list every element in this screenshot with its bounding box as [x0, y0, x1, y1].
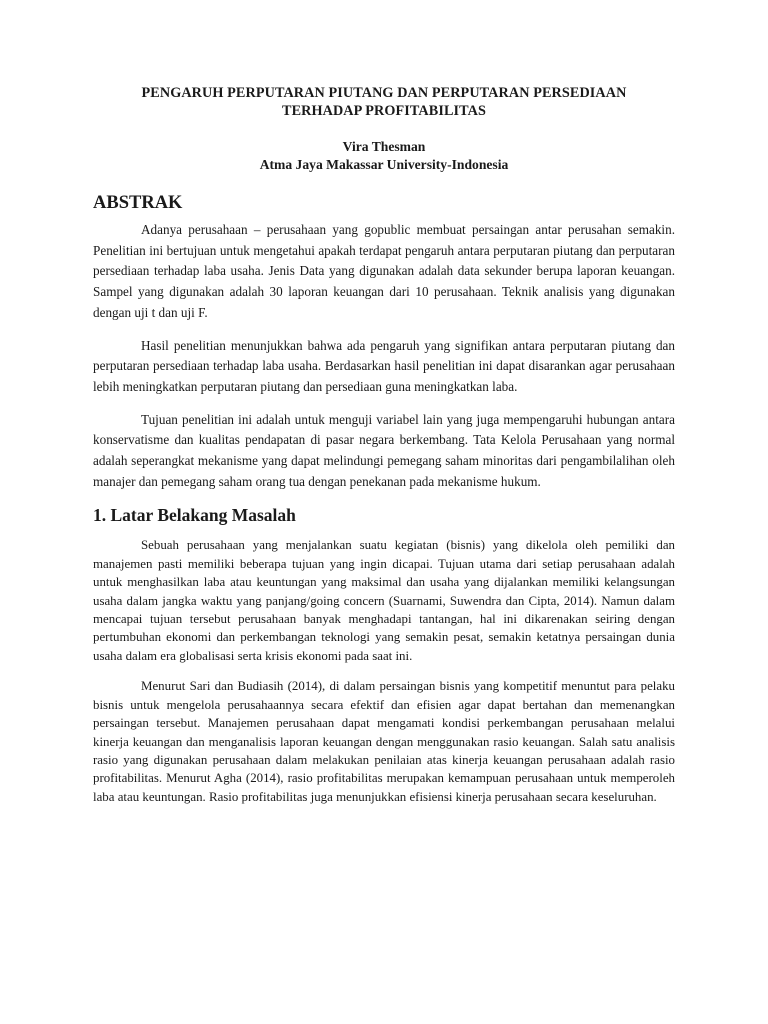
author-block	[93, 138, 675, 174]
paper-title-line-2: TERHADAP PROFITABILITAS	[282, 103, 486, 119]
paper-title-line-1: PENGARUH PERPUTARAN PIUTANG DAN PERPUTARAN PERSEDIAAN	[141, 85, 627, 101]
paper-title	[93, 84, 675, 120]
abstract-paragraph: Hasil penelitian menunjukkan bahwa ada pengaruh yang signifikan antara perputaran piutang dan perputaran persediaan terhadap laba usaha. Berdasarkan hasil penelitian ini dapat disarankan agar perusahaan lebih meningkatkan perputaran piutang dan persediaan guna meningkatkan laba.	[93, 337, 675, 394]
section-heading: 1. Latar Belakang Masalah	[93, 505, 296, 526]
author-name: Vira Thesman	[342, 139, 426, 154]
abstract-paragraph: Adanya perusahaan – perusahaan yang gopublic membuat persaingan antar perusahan semakin. Penelitian ini bertujuan untuk mengetahui apakah terdapat pengaruh antara perputaran piutang dan perputaran persediaan terhadap laba usaha. Jenis Data yang digunakan adalah data sekunder berupa laporan keuangan. Sampel yang digunakan adalah 30 laporan keuangan dari 10 perusahaan. Teknik analisis yang digunakan dengan uji t dan uji F.	[93, 222, 675, 320]
abstract-heading: ABSTRAK	[93, 193, 183, 213]
body-paragraph: Sebuah perusahaan yang menjalankan suatu kegiatan (bisnis) yang dikelola oleh pemiliki dan manajemen pasti memiliki beberapa tujuan yang ingin dicapai. Tujuan utama dari setiap perusahaan adalah untuk menghasilkan laba atau keuntungan yang maksimal dan usaha yang dijalankan memiliki kelangsungan usaha dalam jangka waktu yang panjang/going concern (Suarnami, Suwendra dan Cipta, 2014). Namun dalam mencapai tujuan tersebut perusahaan banyak menghadapi tantangan, hal ini dikarenakan seiring dengan pertumbuhan ekonomi dan perkembangan teknologi yang semakin pesat, semakin ketatnya persaingan dunia usaha dalam era globalisasi serta krisis ekonomi pada saat ini.	[93, 538, 675, 663]
abstract-paragraph: Tujuan penelitian ini adalah untuk menguji variabel lain yang juga mempengaruhi hubungan antara konservatisme dan kualitas pendapatan di pasar negara berkembang. Tata Kelola Perusahaan yang normal adalah seperangkat mekanisme yang dapat melindungi pemegang saham minoritas dari pengambilalihan oleh manajer dan pemegang saham orang tua dengan penekanan pada mekanisme hukum.	[93, 411, 675, 489]
author-affiliation: Atma Jaya Makassar University-Indonesia	[259, 157, 509, 172]
body-paragraph: Menurut Sari dan Budiasih (2014), di dalam persaingan bisnis yang kompetitif menuntut para pelaku bisnis untuk mengelola perusahaannya secara efektif dan efisien agar dapat bertahan dan memenangkan persaingan tersebut. Manajemen perusahaan dapat mengamati kondisi perkembangan perusahaan melalui kinerja keuangan dan menganalisis laporan keuangan dengan menggunakan rasio keuangan. Salah satu analisis rasio yang digunakan perusahaan dalam melakukan penilaian atas kinerja keuangan perusahaan adalah rasio profitabilitas. Menurut Agha (2014), rasio profitabilitas merupakan kemampuan perusahaan untuk memperoleh laba atau keuntungan. Rasio profitabilitas juga menunjukkan efisiensi kinerja perusahaan secara keseluruhan.	[93, 679, 675, 804]
document-page	[93, 84, 675, 818]
